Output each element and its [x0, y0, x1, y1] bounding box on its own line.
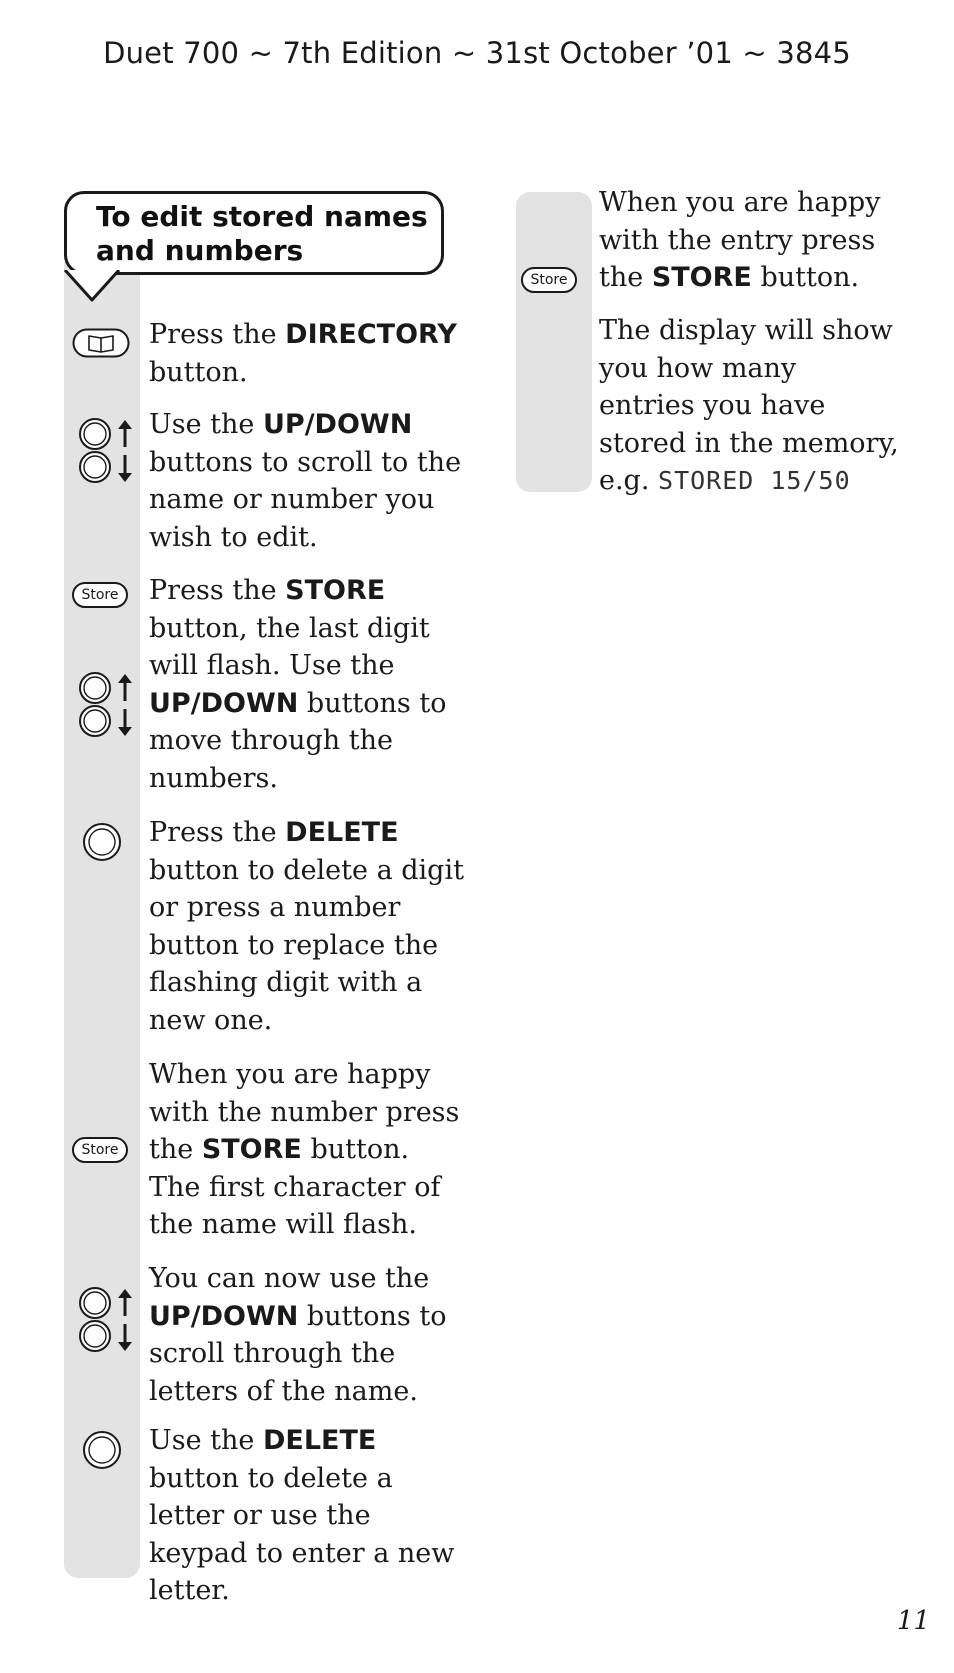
step-press-directory: Press the DIRECTORY button. — [149, 319, 457, 388]
step-use-up-down: Use the UP/DOWN buttons to scroll to the name or number you wish to edit. — [149, 409, 462, 553]
step-scroll-letters: You can now use the UP/DOWN buttons to scroll through the letters of the name. — [149, 1263, 447, 1407]
callout-tail-icon — [63, 270, 123, 306]
step-press-delete-digit: Press the DELETE button to delete a digit or press a number button to replace the flashing digit with a new one. — [149, 817, 464, 1036]
up-down-buttons-icon — [77, 671, 137, 739]
delete-button-icon — [82, 1430, 122, 1470]
step-display-count: The display will show you how many entries you have stored in the memory, e.g. STORED 15/50 — [599, 315, 899, 496]
up-down-buttons-icon — [77, 417, 137, 485]
page-header: Duet 700 ~ 7th Edition ~ 31st October ’01 ~ 3845 — [103, 36, 851, 70]
page-number: 11 — [896, 1606, 930, 1636]
step-delete-letter: Use the DELETE button to delete a letter or use the keypad to enter a new letter. — [149, 1425, 455, 1606]
store-button-icon: Store — [72, 582, 128, 608]
step-press-store-edit-digits: Press the STORE button, the last digit will flash. Use the UP/DOWN buttons to move through the numbers. — [149, 575, 447, 794]
icon-rail-right — [516, 192, 592, 492]
section-title: To edit stored names and numbers — [96, 200, 428, 267]
lcd-display-text: STORED 15/50 — [658, 466, 851, 495]
delete-button-icon — [82, 822, 122, 862]
step-store-number: When you are happy with the number press the STORE button. The first character of the name will flash. — [149, 1059, 460, 1240]
directory-book-icon — [72, 328, 130, 358]
up-down-buttons-icon — [77, 1286, 137, 1354]
step-store-entry: When you are happy with the entry press the STORE button. — [599, 187, 881, 293]
store-button-icon: Store — [521, 267, 577, 293]
store-button-icon: Store — [72, 1137, 128, 1163]
